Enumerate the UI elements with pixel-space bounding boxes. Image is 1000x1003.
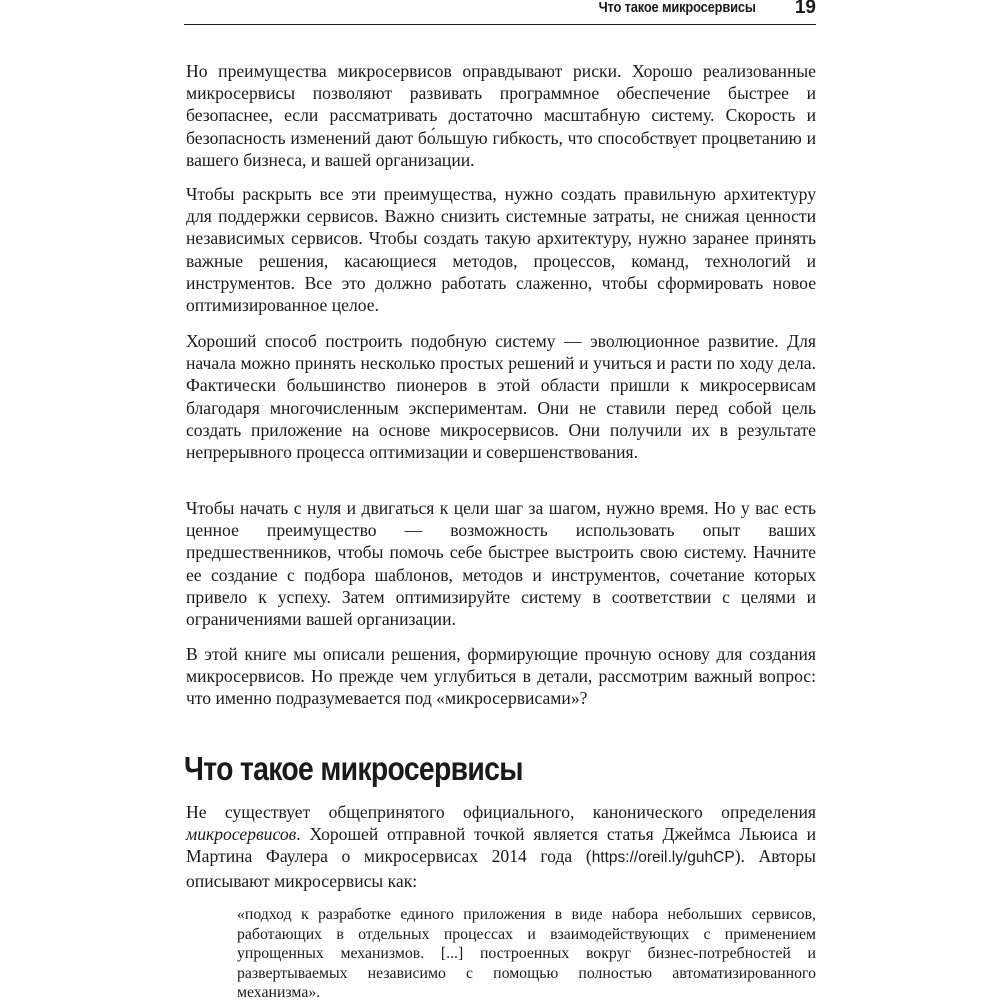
paragraph-3: Хороший способ построить подобную систему — эволюционное развитие. Для начала можно принять несколько простых решений и учиться и расти по ходу дела. Фактически большинство пионеров в этой области пришли к микросервисам благодаря многочисленным экспериментам. Они не ставили перед собой цель создать приложение на основе микросервисов. Они получили их в результате непрерывного процесса оптимизации и совершенствования. xyxy=(186,331,816,463)
intro-text-start: Не существует общепринятого официального, канонического определения xyxy=(186,802,816,822)
section-heading: Что такое микросервисы xyxy=(184,750,523,787)
definition-blockquote: «подход к разработке единого приложения в виде набора небольших сервисов, работающих в отдельных процессах и взаимодействующих с применением упрощенных механизмов. [...] построенных вокруг бизнес-потребностей и развертываемых независимо с помощью полностью автоматизированного механизма». xyxy=(237,906,816,1002)
paragraph-4: Чтобы начать с нуля и двигаться к цели шаг за шагом, нужно время. Но у вас есть ценное преимущество — возможность использовать опыт ваших предшественников, чтобы помочь себе быстрее выстроить свою систему. Начните ее создание с подбора шаблонов, методов и инструментов, сочетание которых привело к успеху. Затем оптимизируйте систему в соответствии с целями и ограничениями вашей организации. xyxy=(186,498,816,630)
running-title: Что такое микросервисы xyxy=(598,0,756,16)
article-link[interactable]: https://oreil.ly/guhCP xyxy=(591,849,735,867)
intro-text-end: ). Авторы описывают микросервисы как: xyxy=(186,846,816,891)
page-number: 19 xyxy=(794,0,816,18)
paragraph-5: В этой книге мы описали решения, формирующие прочную основу для создания микросервисов. Но прежде чем углубиться в детали, рассмотрим важный вопрос: что именно подразумевается под «микросервисами»? xyxy=(186,644,816,709)
section-intro-paragraph xyxy=(186,801,816,892)
intro-emphasis: микросервисов xyxy=(186,824,297,845)
paragraph-2: Чтобы раскрыть все эти преимущества, нужно создать правильную архитектуру для поддержки сервисов. Важно снизить системные затраты, не снижая ценности независимых сервисов. Чтобы создать такую архитектуру, нужно заранее принять важные решения, касающиеся методов, процессов, команд, технологий и инструментов. Все это должно работать слаженно, чтобы сформировать новое оптимизированное целое. xyxy=(186,184,816,316)
page-header xyxy=(184,0,816,25)
paragraph-1: Но преимущества микросервисов оправдывают риски. Хорошо реализованные микросервисы позволяют развивать программное обеспечение быстрее и безопаснее, если рассматривать достаточно масштабную систему. Скорость и безопасность изменений дают бо́льшую гибкость, что способствует процветанию и вашего бизнеса, и вашей организации. xyxy=(186,61,816,170)
intro-text-middle: . Хорошей отправной точкой является статья Джеймса Льюиса и Мартина Фаулера о микросервисах 2014 года ( xyxy=(186,824,816,867)
